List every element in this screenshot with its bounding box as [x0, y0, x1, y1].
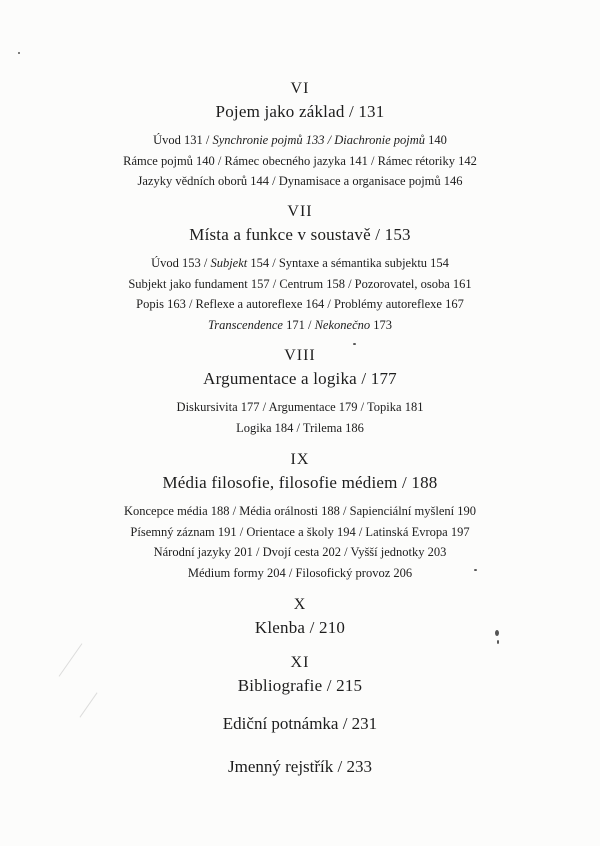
- toc-entry-text: Popis 163 / Reflexe a autoreflexe 164 / Problémy autoreflexe 167: [136, 297, 464, 311]
- toc-entry-text: Rámce pojmů 140 / Rámec obecného jazyka 141 / Rámec rétoriky 142: [123, 153, 477, 168]
- chapter-entries: [0, 130, 600, 192]
- toc-entry-text: 173: [370, 317, 392, 332]
- toc-entry-line: [0, 418, 600, 439]
- toc-entry-text: Úvod 153 /: [151, 256, 211, 270]
- toc-entry-line: [0, 501, 600, 522]
- toc-entry-line: [0, 171, 600, 192]
- scan-speck: [474, 569, 477, 571]
- toc-entry-text: Úvod 131 /: [153, 133, 213, 147]
- toc-entry-line: [0, 151, 600, 172]
- toc-entry-line: [0, 253, 600, 274]
- toc-entry-text: 154 / Syntaxe a sémantika subjektu 154: [247, 256, 449, 270]
- toc-entry-text: Písemný záznam 191 / Orientace a školy 194 / Latinská Evropa 197: [130, 524, 470, 539]
- toc-entry-text: Transcendence: [208, 317, 283, 332]
- toc-entry-text: Jazyky vědních oborů 144 / Dynamisace a organisace pojmů 146: [137, 174, 463, 188]
- scan-speck: [495, 630, 499, 636]
- chapter-title: Pojem jako základ / 131: [215, 102, 385, 121]
- chapter-title: Média filosofie, filosofie médiem / 188: [162, 473, 438, 492]
- toc-entry-line: [0, 274, 600, 295]
- chapter-title: Argumentace a logika / 177: [203, 369, 397, 388]
- chapter-entries: [0, 501, 600, 583]
- chapter-vi: [0, 80, 600, 192]
- appendix-editorial-note: Ediční potnámka / 231: [222, 714, 378, 733]
- toc-entry-line: [0, 315, 600, 336]
- chapter-number: VII: [287, 203, 313, 220]
- toc-entry-text: Subjekt: [210, 256, 248, 270]
- chapter-entries: [0, 397, 600, 438]
- chapter-number: VI: [290, 80, 310, 97]
- chapter-title: Místa a funkce v soustavě / 153: [189, 225, 411, 244]
- scan-speck: [18, 52, 20, 54]
- chapter-title: Klenba / 210: [254, 618, 346, 637]
- toc-entry-text: 140: [425, 133, 447, 147]
- chapter-number: X: [293, 596, 307, 613]
- chapter-vii: [0, 203, 600, 335]
- appendix-name-index: Jmenný rejstřík / 233: [227, 757, 372, 776]
- toc-entry-line: [0, 294, 600, 315]
- toc-entry-text: Diskursivita 177 / Argumentace 179 / Topika 181: [176, 400, 424, 414]
- toc-entry-text: Národní jazyky 201 / Dvojí cesta 202 / Vyšší jednotky 203: [153, 545, 447, 559]
- toc-entry-line: [0, 522, 600, 543]
- toc-entry-text: Subjekt jako fundament 157 / Centrum 158 / Pozorovatel, osoba 161: [128, 276, 472, 291]
- toc-entry-text: Synchronie pojmů 133 / Diachronie pojmů: [212, 133, 426, 147]
- toc-entry-text: Nekonečno: [314, 317, 371, 332]
- chapter-xi: [0, 654, 600, 697]
- chapter-title: Bibliografie / 215: [237, 676, 363, 695]
- toc-entry-line: [0, 397, 600, 418]
- toc-entry-line: [0, 542, 600, 563]
- toc-entry-line: [0, 130, 600, 151]
- scan-speck: [497, 640, 499, 644]
- chapter-number: XI: [290, 654, 310, 671]
- chapter-viii: [0, 347, 600, 438]
- toc-entry-text: 171 /: [282, 317, 315, 332]
- chapter-number: IX: [290, 451, 310, 468]
- toc-entry-text: Médium formy 204 / Filosofický provoz 206: [187, 565, 413, 580]
- scan-speck: [353, 343, 356, 345]
- toc-entry-text: Koncepce média 188 / Média orálnosti 188 / Sapienciální myšlení 190: [123, 504, 476, 518]
- chapter-x: [0, 596, 600, 639]
- chapter-entries: [0, 253, 600, 335]
- toc-entry-line: [0, 563, 600, 584]
- chapter-ix: [0, 451, 600, 583]
- toc-entry-text: Logika 184 / Trilema 186: [236, 420, 364, 435]
- chapter-number: VIII: [284, 347, 316, 364]
